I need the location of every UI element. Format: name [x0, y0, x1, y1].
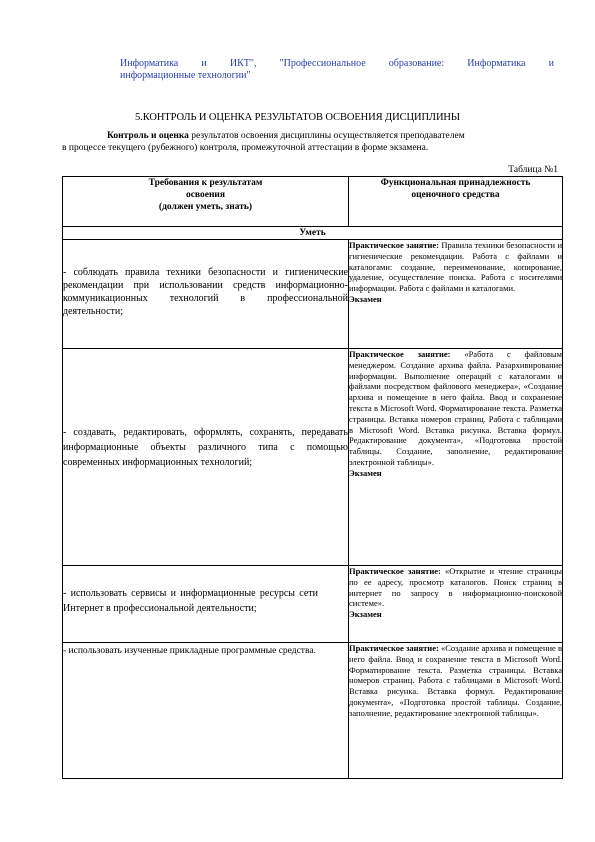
exam-label: Экзамен [349, 609, 382, 620]
header-left-line: освоения [185, 190, 226, 200]
means-text: Практическое занятие: «Открытие и чтение страницы по ее адресу, просмотр каталогов. Поиск страниц в интернет по запросу в информационно-поисковой системе». [349, 566, 562, 609]
requirement-text: - соблюдать правила техники безопасности и гигиенические рекомендации при использовании средств информационно-коммуникационных технологий в профессиональной деятельности; [63, 267, 348, 317]
means-text: Практическое занятие: «Работа с файловым менеджером. Создание архива файла. Разархивирование информации. Выполнение операций с каталогами и файлами посредством файлового менеджера», «Создание архива и помещение в него файла. Ввод и сохранение текста в Microsoft Word. Форматирование текста. Разметка страницы. Вставка номеров страниц. Работа с таблицами в Microsoft Word. Вставка рисунка. Вставка формул. Редактирование документа», «Подготовка простой таблицы. Создание, заполнение, редактирование электронной таблицы». [349, 349, 562, 467]
table-group-row [63, 227, 563, 240]
header-requirements [63, 177, 349, 227]
table-header-row [63, 177, 563, 227]
group-label: Уметь [63, 227, 563, 240]
means-lead: Практическое занятие: [349, 349, 451, 359]
section-title: 5.КОНТРОЛЬ И ОЦЕНКА РЕЗУЛЬТАТОВ ОСВОЕНИЯ ДИСЦИПЛИНЫ [135, 112, 460, 123]
means-lead: Практическое занятие: [349, 566, 441, 576]
means-lead: Практическое занятие: [349, 643, 439, 653]
table-row [63, 349, 563, 566]
table-row [63, 643, 563, 779]
header-right-line: Функциональная принадлежность [380, 178, 531, 188]
requirement-cell [63, 349, 349, 566]
means-cell [349, 240, 563, 349]
requirement-cell [63, 240, 349, 349]
header-left-line: (должен уметь, знать) [158, 202, 253, 212]
requirement-text: - использовать сервисы и информационные ресурсы сети Интернет в профессиональной деятельности; [63, 588, 318, 614]
requirement-cell [63, 566, 349, 643]
intro-line-1 [63, 130, 560, 142]
means-text: Практическое занятие: «Создание архива и помещение в него файла. Ввод и сохранение текста в Microsoft Word. Форматирование текста. Разметка страницы. Вставка номеров страниц. Работа с таблицами в Microsoft Word. Вставка рисунка. Вставка формул. Редактирование документа», «Подготовка простой таблицы. Создание, заполнение, редактирование электронной таблицы». [349, 643, 562, 718]
means-cell [349, 349, 563, 566]
header-assessment-means [349, 177, 563, 227]
header-line-1: Информатика и ИКТ", "Профессиональное образование: Информатика и [120, 58, 554, 69]
means-cell [349, 566, 563, 643]
intro-line-2: в процессе текущего (рубежного) контроля, промежуточной аттестации в форме экзамена. [62, 143, 429, 153]
exam-label: Экзамен [349, 293, 382, 304]
intro-bold: Контроль и оценка [107, 131, 189, 141]
means-lead: Практическое занятие: [349, 240, 440, 250]
means-cell [349, 643, 563, 779]
header-left-line: Требования к результатам [148, 178, 263, 188]
requirement-cell [63, 643, 349, 779]
assessment-table [62, 176, 563, 779]
table-caption: Таблица №1 [508, 165, 558, 175]
header-line-2: информационные технологии" [120, 70, 251, 81]
table-row [63, 566, 563, 643]
requirement-text: - использовать изученные прикладные программные средства. [63, 646, 316, 656]
intro-line-1-rest: результатов освоения дисциплины осуществляется преподавателем [188, 131, 465, 141]
header-right-line: оценочного средства [411, 190, 500, 200]
means-text: Практическое занятие: Правила техники безопасности и гигиенические рекомендации. Работа с файлами и каталогами: создание, переименование, копирование, удаление, осуществление поиска. Работа с носителями информации. Работа с файлами и каталогами. [349, 240, 562, 294]
table-row [63, 240, 563, 349]
requirement-text: - создавать, редактировать, оформлять, сохранять, передавать информационные объекты различного типа с помощью современных информационных технологий; [63, 427, 348, 468]
exam-label: Экзамен [349, 467, 382, 478]
